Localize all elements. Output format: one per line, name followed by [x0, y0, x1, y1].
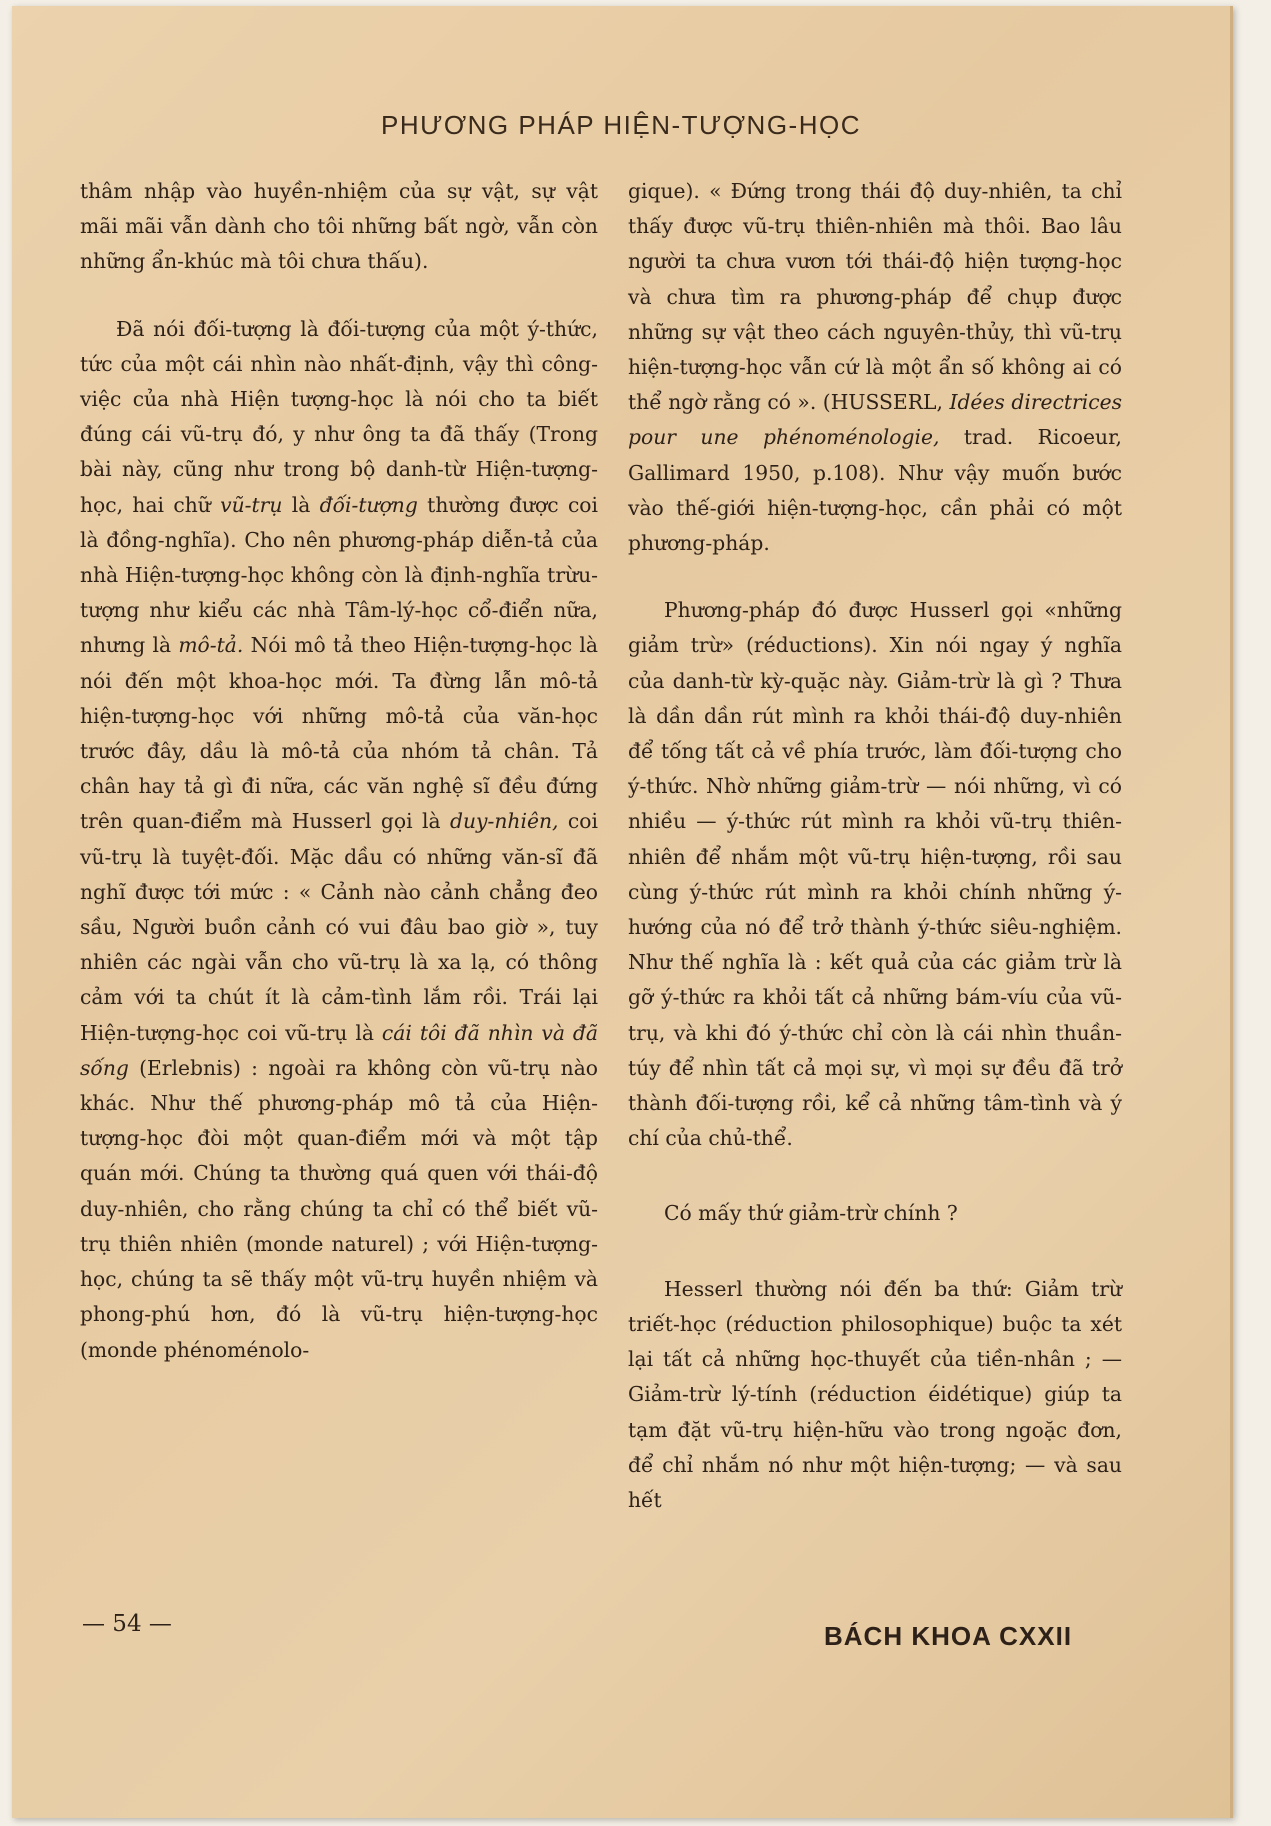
- section-question: Có mấy thứ giảm-trừ chính ?: [664, 1201, 958, 1226]
- paragraph: gique). « Đứng trong thái độ duy-nhiên, ta chỉ thấy được vũ-trụ thiên-nhiên mà thôi. Bao lâu người ta chưa vươn tới thái-độ hiện tượng-học và chưa tìm ra phương-pháp để chụp được những sự vật theo cách nguyên-thủy, thì vũ-trụ hiện-tượng-học vẫn cứ là một ẩn số không ai có thể ngờ rằng có ». (HUSSERL, Idées directrices pour une phénoménologie, trad. Ricoeur, Gallimard 1950, p.108). Như vậy muốn bước vào thế-giới hiện-tượng-học, cần phải có một phương-pháp.: [628, 179, 1122, 556]
- right-column: [628, 174, 1122, 1518]
- footer-title: BÁCH KHOA CXXII: [824, 1621, 1073, 1651]
- paragraph: Đã nói đối-tượng là đối-tượng của một ý-thức, tức của một cái nhìn nào nhất-định, vậy thì công-việc của nhà Hiện tượng-học là nói cho ta biết đúng cái vũ-trụ đó, y như ông ta đã thấy (Trong bài này, cũng như trong bộ danh-từ Hiện-tượng-học, hai chữ vũ-trụ là đối-tượng thường được coi là đồng-nghĩa). Cho nên phương-pháp diễn-tả của nhà Hiện-tượng-học không còn là định-nghĩa trừu-tượng như kiểu các nhà Tâm-lý-học cổ-điển nữa, nhưng là mô-tả. Nói mô tả theo Hiện-tượng-học là nói đến một khoa-học mới. Ta đừng lẫn mô-tả hiện-tượng-học với những mô-tả của văn-học trước đây, dầu là mô-tả của nhóm tả chân. Tả chân hay tả gì đi nữa, các văn nghệ sĩ đều đứng trên quan-điểm mà Husserl gọi là duy-nhiên, coi vũ-trụ là tuyệt-đối. Mặc dầu có những văn-sĩ đã nghĩ được tới mức : « Cảnh nào cảnh chẳng đeo sầu, Người buồn cảnh có vui đâu bao giờ », tuy nhiên các ngài vẫn cho vũ-trụ là xa lạ, có thông cảm với ta chút ít là cảm-tình lắm rồi. Trái lại Hiện-tượng-học coi vũ-trụ là cái tôi đã nhìn và đã sống (Erlebnis) : ngoài ra không còn vũ-trụ nào khác. Như thế phương-pháp mô tả của Hiện-tượng-học đòi một quan-điểm mới và một tập quán mới. Chúng ta thường quá quen với thái-độ duy-nhiên, cho rằng chúng ta chỉ có thể biết vũ-trụ thiên nhiên (monde naturel) ; với Hiện-tượng-học, chúng ta sẽ thấy một vũ-trụ huyền nhiệm và phong-phú hơn, đó là vũ-trụ hiện-tượng-học (monde phénoménolo-: [80, 316, 599, 1362]
- page-number: — 54 —: [82, 1611, 172, 1637]
- running-head: PHƯƠNG PHÁP HIỆN-TƯỢNG-HỌC: [381, 110, 861, 140]
- left-column: [80, 174, 598, 1368]
- paragraph: Hesserl thường nói đến ba thứ: Giảm trừ triết-học (réduction philosophique) buộc ta xét lại tất cả những học-thuyết của tiền-nhân ; — Giảm-trừ lý-tính (réduction éidétique) giúp ta tạm đặt vũ-trụ hiện-hữu vào trong ngoặc đơn, để chỉ nhắm nó như một hiện-tượng; — và sau hết: [628, 1276, 1122, 1512]
- paragraph: Phương-pháp đó được Husserl gọi «những giảm trừ» (réductions). Xin nói ngay ý nghĩa của danh-từ kỳ-quặc này. Giảm-trừ là gì ? Thưa là dần dần rút mình ra khỏi thái-độ duy-nhiên để tống tất cả về phía trước, làm đối-tượng cho ý-thức. Nhờ những giảm-trừ — nói những, vì có nhiều — ý-thức rút mình ra khỏi vũ-trụ thiên-nhiên để nhắm một vũ-trụ hiện-tượng, rồi sau cùng ý-thức rút mình ra khỏi chính những ý-hướng của nó để trở thành ý-thức siêu-nghiệm. Như thế nghĩa là : kết quả của các giảm trừ là gỡ ý-thức ra khỏi tất cả những bám-víu của vũ-trụ, và khi đó ý-thức chỉ còn là cái nhìn thuần-túy để nhìn tất cả mọi sự, vì mọi sự đều đã trở thành đối-tượng rồi, kể cả những tâm-tình và ý chí của chủ-thể.: [628, 598, 1122, 1151]
- paragraph: thâm nhập vào huyền-nhiệm của sự vật, sự vật mãi mãi vẫn dành cho tôi những bất ngờ, vẫn còn những ẩn-khúc mà tôi chưa thấu).: [80, 179, 598, 274]
- book-page: [12, 6, 1233, 1818]
